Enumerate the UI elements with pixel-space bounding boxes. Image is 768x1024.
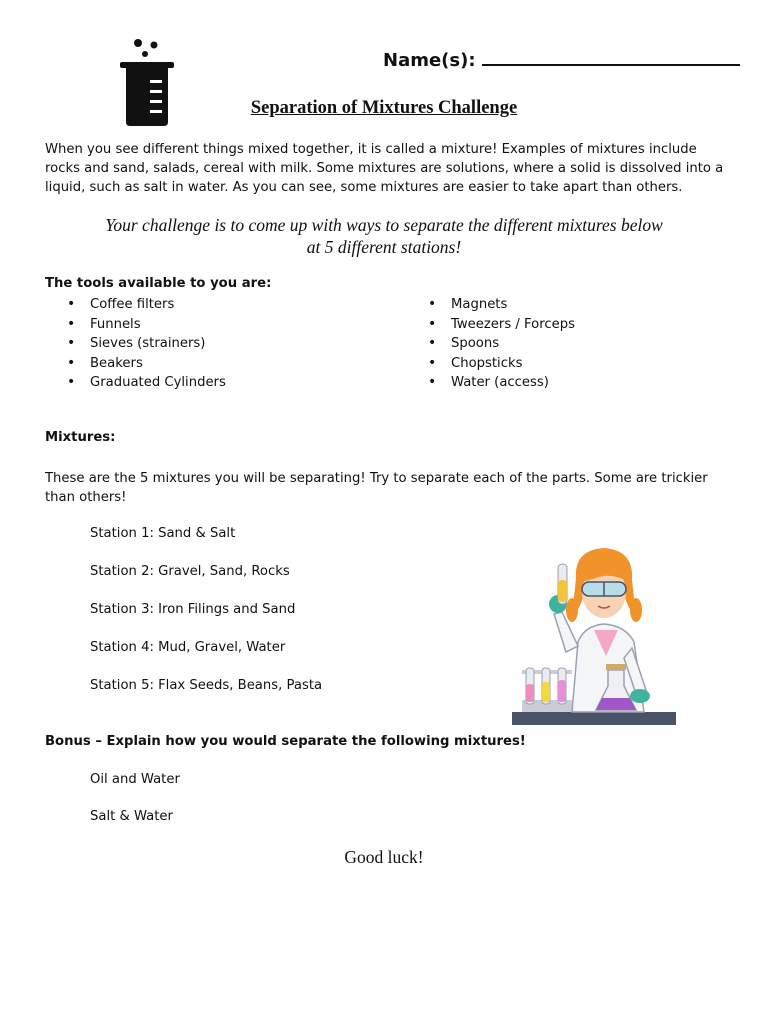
list-item: • Graduated Cylinders	[45, 373, 226, 393]
list-item: • Funnels	[45, 315, 226, 335]
challenge-line-2: at 5 different stations!	[306, 237, 462, 257]
bonus-heading: Bonus – Explain how you would separate the following mixtures!	[45, 734, 526, 749]
bonus-item: Oil and Water	[90, 772, 180, 787]
closing-text: Good luck!	[344, 847, 424, 867]
list-item: • Chopsticks	[406, 354, 575, 374]
list-item: • Spoons	[406, 334, 575, 354]
name-line[interactable]	[482, 46, 740, 66]
page-title: Separation of Mixtures Challenge	[250, 98, 518, 118]
name-field[interactable]	[383, 46, 740, 71]
mixtures-heading: Mixtures:	[45, 430, 116, 445]
station-item: Station 3: Iron Filings and Sand	[90, 602, 296, 617]
station-item: Station 2: Gravel, Sand, Rocks	[90, 564, 290, 579]
tools-heading: The tools available to you are:	[45, 276, 272, 291]
station-item: Station 1: Sand & Salt	[90, 526, 236, 541]
list-item: • Magnets	[406, 295, 575, 315]
intro-paragraph: When you see different things mixed together, it is called a mixture! Examples of mixtures include rocks and sand, salads, cereal with milk. Some mixtures are solutions, where a solid is dissolved into a liquid, such as salt in water. As you can see, some mixtures are easier to take apart than others.	[45, 142, 724, 195]
tools-list-left	[45, 295, 226, 393]
bonus-item: Salt & Water	[90, 809, 173, 824]
list-item: • Water (access)	[406, 373, 575, 393]
scientist-illustration	[496, 530, 696, 736]
station-item: Station 4: Mud, Gravel, Water	[90, 640, 286, 655]
name-label: Name(s):	[383, 50, 476, 71]
list-item: • Coffee filters	[45, 295, 226, 315]
mixtures-intro: These are the 5 mixtures you will be separating! Try to separate each of the parts. Some are trickier than others!	[45, 471, 708, 505]
challenge-statement	[0, 214, 768, 258]
list-item: • Tweezers / Forceps	[406, 315, 575, 335]
list-item: • Sieves (strainers)	[45, 334, 226, 354]
tools-list-right	[406, 295, 575, 393]
station-item: Station 5: Flax Seeds, Beans, Pasta	[90, 678, 323, 693]
challenge-line-1: Your challenge is to come up with ways to separate the different mixtures below	[105, 215, 663, 235]
list-item: • Beakers	[45, 354, 226, 374]
